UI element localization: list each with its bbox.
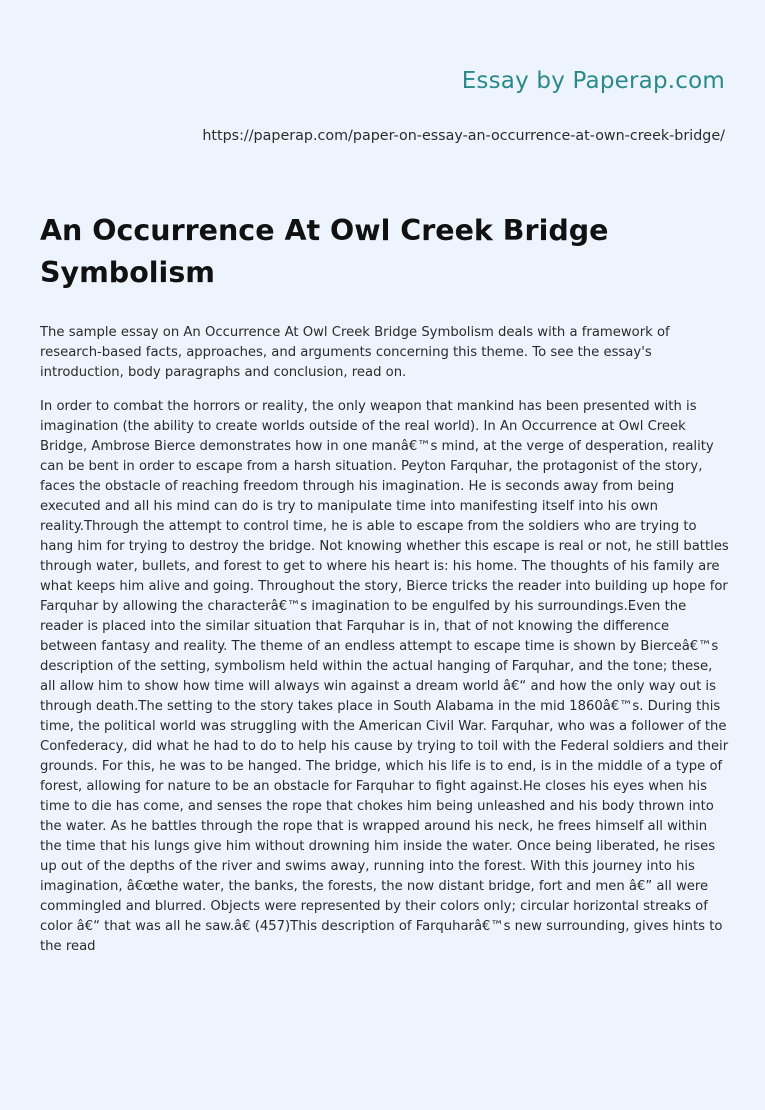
intro-paragraph: The sample essay on An Occurrence At Owl Creek Bridge Symbolism deals with a framework of research-based facts, approaches, and arguments concerning this theme. To see the essay's introduction, body paragraphs and conclusion, read on. xyxy=(40,325,670,380)
source-url: https://paperap.com/paper-on-essay-an-occurrence-at-own-creek-bridge/ xyxy=(202,128,725,144)
site-brand: Essay by Paperap.com xyxy=(461,68,725,94)
page-title: An Occurrence At Owl Creek Bridge Symbolism xyxy=(40,214,609,289)
body-paragraph: In order to combat the horrors or reality, the only weapon that mankind has been presented with is imagination (the ability to create worlds outside of the real world). In An Occurrence at Owl Creek Bridge, Ambrose Bierce demonstrates how in one manâ€™s mind, at the verge of desperation, reality can be bent in order to escape from a harsh situation. Peyton Farquhar, the protagonist of the story, faces the obstacle of reaching freedom through his imagination. He is seconds away from being executed and all his mind can do is try to manipulate time into manifesting itself into his own reality.Through the attempt to control time, he is able to escape from the soldiers who are trying to hang him for trying to destroy the bridge. Not knowing whether this escape is real or not, he still battles through water, bullets, and forest to get to where his heart is: his home. The thoughts of his family are what keeps him alive and going. Throughout the story, Bierce tricks the reader into building up hope for Farquhar by allowing the characterâ€™s imagination to be engulfed by his surroundings.Even the reader is placed into the similar situation that Farquhar is in, that of not knowing the difference between fantasy and reality. The theme of an endless attempt to escape time is shown by Bierceâ€™s description of the setting, symbolism held within the actual hanging of Farquhar, and the tone; these, all allow him to show how time will always win against a dream world â€“ and how the only way out is through death.The setting to the story takes place in South Alabama in the mid 1860â€™s. During this time, the political world was struggling with the American Civil War. Farquhar, who was a follower of the Confederacy, did what he had to do to help his cause by trying to toil with the Federal soldiers and their grounds. For this, he was to be hanged. The bridge, which his life is to end, is in the middle of a type of forest, allowing for nature to be an obstacle for Farquhar to fight against.He closes his eyes when his time to die has come, and senses the rope that chokes him being unleashed and his body thrown into the water. As he battles through the rope that is wrapped around his neck, he frees himself all within the time that his lungs give him without drowning him inside the water. Once being liberated, he rises up out of the depths of the river and swims away, running into the forest. With this journey into his imagination, â€œthe water, the banks, the forests, the now distant bridge, fort and men â€” all were commingled and blurred. Objects were represented by their colors only; circular horizontal streaks of color â€“ that was all he saw.â€ (457)This description of Farquharâ€™s new surrounding, gives hints to the read xyxy=(40,399,729,954)
